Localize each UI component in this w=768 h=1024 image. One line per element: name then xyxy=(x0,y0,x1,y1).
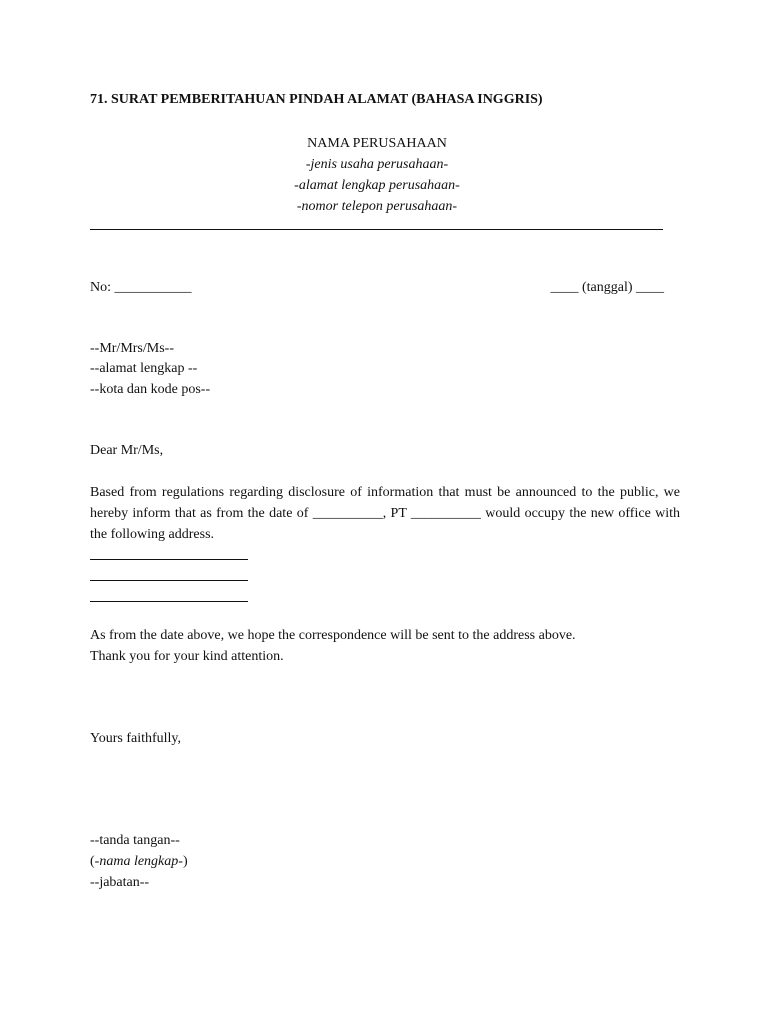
signer-position: --jabatan-- xyxy=(90,875,150,890)
signer-name-close: ) xyxy=(182,854,188,869)
recipient-address: --alamat lengkap -- xyxy=(90,361,198,376)
letterhead-business-type: -jenis usaha perusahaan- xyxy=(305,157,449,172)
signer-name-text: -nama lengkap- xyxy=(94,854,183,869)
signer-name-open: ( xyxy=(90,854,95,869)
letterhead-phone: -nomor telepon perusahaan- xyxy=(296,199,458,214)
letterhead-divider xyxy=(90,229,663,230)
address-blank-line-2 xyxy=(90,580,248,581)
signature-placeholder: --tanda tangan-- xyxy=(90,833,180,848)
letter-number: No: ___________ xyxy=(90,280,192,295)
address-blank-line-1 xyxy=(90,559,248,560)
address-blank-line-3 xyxy=(90,601,248,602)
document-title: 71. SURAT PEMBERITAHUAN PINDAH ALAMAT (BAHASA INGGRIS) xyxy=(90,92,543,107)
greeting: Dear Mr/Ms, xyxy=(90,443,164,458)
closing-paragraph-line-1: As from the date above, we hope the correspondence will be sent to the address above. xyxy=(90,628,576,643)
letterhead-address: -alamat lengkap perusahaan- xyxy=(294,178,460,193)
complimentary-close: Yours faithfully, xyxy=(90,731,182,746)
recipient-city-postal: --kota dan kode pos-- xyxy=(90,382,211,397)
closing-paragraph-line-2: Thank you for your kind attention. xyxy=(90,649,284,664)
signer-name xyxy=(90,852,188,872)
letterhead-company-name: NAMA PERUSAHAAN xyxy=(307,136,447,151)
letter-date: ____ (tanggal) ____ xyxy=(550,280,664,295)
body-paragraph: Based from regulations regarding disclosure of information that must be announced to the public, we hereby inform that as from the date of __________, PT __________ would occupy the new office with the following address. xyxy=(90,485,680,542)
recipient-title: --Mr/Mrs/Ms-- xyxy=(90,341,174,356)
